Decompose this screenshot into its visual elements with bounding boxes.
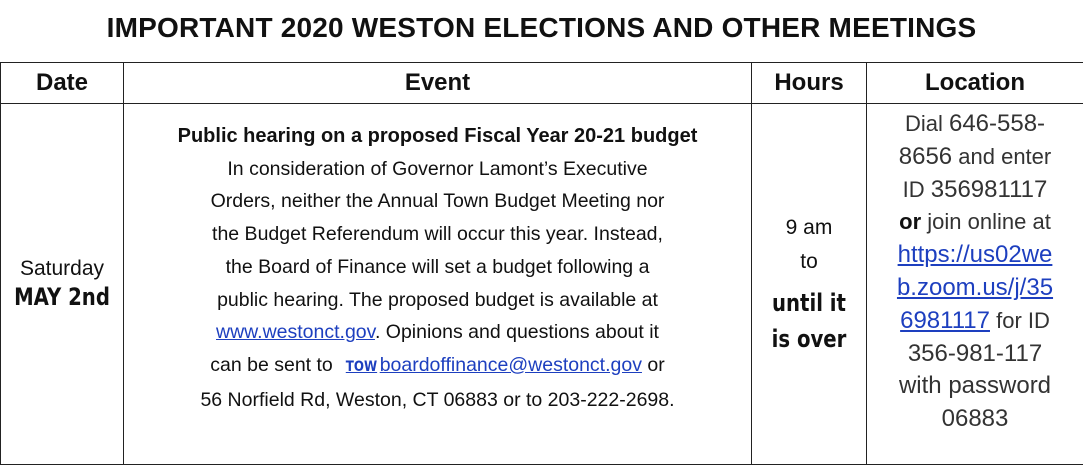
- location-line: [867, 305, 1083, 338]
- table-header-row: [1, 63, 1083, 104]
- zoom-link[interactable]: 6981117: [900, 307, 990, 334]
- hours-to: to: [752, 245, 866, 279]
- event-line: In consideration of Governor Lamont’s Executive: [134, 153, 741, 186]
- event-line: Orders, neither the Annual Town Budget Meeting nor: [134, 185, 741, 218]
- hours-until: until it: [762, 285, 855, 321]
- event-cell: [124, 104, 752, 465]
- date-cell: [1, 104, 124, 465]
- enter-text: and enter: [952, 144, 1051, 169]
- event-line: [134, 316, 741, 349]
- hours-cell: [752, 104, 867, 465]
- website-link[interactable]: www.westonct.gov: [216, 321, 375, 343]
- location-line: [867, 108, 1083, 141]
- email-link[interactable]: boardoffinance@westonct.gov: [380, 354, 642, 376]
- date-main: MAY 2nd: [12, 283, 112, 311]
- event-line: the Budget Referendum will occur this year. Instead,: [134, 218, 741, 251]
- header-hours: Hours: [752, 63, 867, 104]
- or-text: or: [899, 209, 921, 234]
- password: 06883: [867, 403, 1083, 436]
- location-line: [867, 141, 1083, 174]
- event-line: the Board of Finance will set a budget following a: [134, 251, 741, 284]
- location-cell: [867, 104, 1083, 465]
- zoom-link[interactable]: https://us02we: [898, 241, 1053, 268]
- tow-stamp: TOW: [346, 351, 377, 384]
- location-line: [867, 239, 1083, 272]
- date-day: Saturday: [1, 257, 123, 281]
- meetings-table: [0, 62, 1083, 465]
- event-line: [134, 349, 741, 384]
- zoom-link[interactable]: b.zoom.us/j/35: [897, 274, 1053, 301]
- header-date: Date: [1, 63, 124, 104]
- event-line-rest: . Opinions and questions about it: [375, 321, 659, 343]
- location-line: [867, 206, 1083, 239]
- meeting-id-formatted: 356-981-117: [867, 338, 1083, 371]
- for-id-text: for ID: [990, 308, 1050, 333]
- event-line: 56 Norfield Rd, Weston, CT 06883 or to 203-222-2698.: [134, 384, 741, 417]
- hours-start: 9 am: [752, 211, 866, 245]
- event-line-suffix: or: [642, 354, 665, 376]
- dial-number-end: 8656: [899, 143, 952, 170]
- dial-label: Dial: [905, 111, 949, 136]
- with-password-text: with password: [867, 370, 1083, 403]
- header-location: Location: [867, 63, 1083, 104]
- event-line: public hearing. The proposed budget is available at: [134, 284, 741, 317]
- dial-number: 646-558-: [949, 110, 1045, 137]
- id-label: ID: [903, 177, 931, 202]
- location-line: [867, 174, 1083, 207]
- table-row: [1, 104, 1083, 465]
- hours-over: is over: [762, 321, 855, 357]
- meeting-id: 356981117: [931, 176, 1048, 203]
- join-text: join online at: [921, 209, 1051, 234]
- location-line: [867, 272, 1083, 305]
- header-event: Event: [124, 63, 752, 104]
- event-line-prefix: can be sent to: [210, 354, 333, 376]
- page-title: IMPORTANT 2020 WESTON ELECTIONS AND OTHER MEETINGS: [0, 12, 1083, 44]
- event-title: Public hearing on a proposed Fiscal Year 20-21 budget: [134, 120, 741, 153]
